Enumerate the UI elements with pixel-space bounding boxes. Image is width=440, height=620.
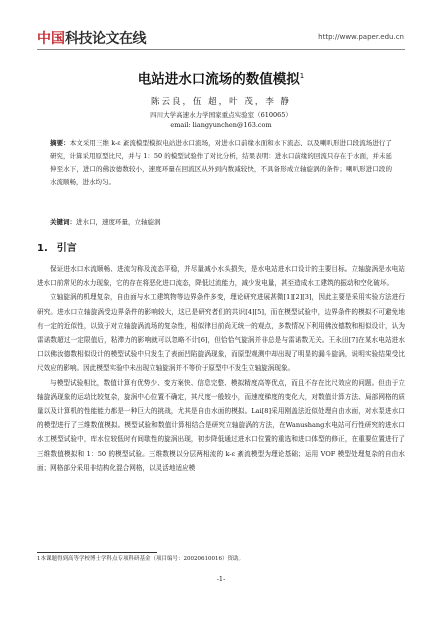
- header-divider: [37, 49, 405, 50]
- keywords-text: 进水口，速度环量，立轴旋涡: [76, 218, 161, 226]
- paper-title-text: 电站进水口流场的数值模拟: [137, 71, 300, 88]
- keywords-label: 关键词：: [50, 218, 76, 226]
- paper-title: [37, 67, 405, 89]
- body-paragraph: 立轴旋涡的机理复杂，自由面与水工建筑物等边界条件多变，理论研究进展甚微[1][2][3]，因此主要是采用实验方法进行研究。进水口立轴旋涡受边界条件的影响较大，这已是研究者们的共识[4][5]，而在模型试验中，边界条件的模拟不可避免地有一定的近似性，以致于对立轴旋涡流场的复杂性，相似律目前尚无统一的观点，多数情况下利用佛汝德数和相似设计，认为雷诺数超过一定限值后，粘滞力的影响就可以忽略不计[6]，但恰恰气旋涡并非总是与雷诺数无关。王永田[7]在某水电站进水口以佛汝德数相似设计的模型试验中只发生了表面凹陷旋涡现象，而原型观测中却出现了明显的漏斗旋涡，说明实验结果受比尺效应的影响。因此模型实验中未出现立轴旋涡并不等价于原型中不发生立轴旋涡现象。: [37, 293, 405, 373]
- abstract-text: 本文采用三维 k-ε 紊流模型模拟电站进水口流场，对进水口前缘水面和水下流态、以及喇叭形进口段流场进行了研究，计算采用原型比尺，并与 1：50 的模型试验作了对比分析，结果表明：进水口前缘的回流只存在于水面，并未延伸至水下，进口的佛汝德数较小，速度环量在回流区从外到内数减较快，不具备形成立轴旋涡的条件；喇叭形进口段的水流顺畅，进水均匀。: [50, 139, 393, 186]
- body-paragraph: 与模型试验相比，数值计算有优势少、变方案快、信息完整、模拟精度高等优点，而且不存在比尺效应的问题。但由于立轴旋涡现象的运动比较复杂，旋涡中心位置不确定，其尺度一般较小，而速度梯度的变化大，对数值计算方法、局部网格的质量以及计算机的性能能力都是一种巨大的挑战，尤其是自由水面的模拟。Lai[8]采用刚盖法近似处理自由水面，对水泵进水口的模型进行了三维数值模拟。模型试验和数值计算相结合是研究立轴旋涡的方法，在Wanushang水电站可行性研究的进水口水工模型试验中，库水位较低时有间歇性的旋涡出现，初步降低通过进水口位置的重选和进口体型的修正，在重要位置进行了三维数值模拟和 1：50 的模型试验。三维数模以分层两相流的 k-ε 紊流模型为理论基础；运用 VOF 模型处理复杂的自由水面；网格部分采用非结构化混合网格，以灵活地适应模: [37, 378, 405, 472]
- logo-text: 科技论文在线: [65, 31, 146, 47]
- keywords: [50, 216, 392, 229]
- abstract: [50, 137, 392, 189]
- footnote-divider: [37, 552, 157, 553]
- author-affiliation: 四川大学高速水力学国家重点实验室（610065）: [150, 111, 292, 119]
- author-email[interactable]: email: liangyunchen@163.com: [170, 121, 272, 129]
- site-logo[interactable]: [37, 31, 146, 47]
- section-title: 引言: [56, 243, 77, 254]
- body-text: [37, 262, 405, 475]
- title-footnote-mark[interactable]: 1: [299, 72, 305, 80]
- page-number: -1-: [216, 575, 226, 583]
- footnote: 1本课题得到高等学校博士学科点专项科研基金（项目编号：20020610016）资助。: [37, 556, 244, 562]
- logo-mark: 中国: [37, 31, 65, 47]
- body-paragraph: 保证进水口水流顺畅、进流匀称及流态平稳，并尽量减小水头损失，是水电站进水口设计的主要目标。立轴旋涡是水电站进水口前常见的水力现象，它的存在将恶化进口流态，降低过流能力，减少发电量，甚至造成水工建筑的振动和空化破坏。: [37, 265, 405, 288]
- author-list: 陈云良，伍 超，叶 茂，李 静: [150, 97, 292, 107]
- section-heading: [37, 242, 77, 256]
- site-url[interactable]: http://www.paper.edu.cn: [318, 33, 404, 41]
- site-header: [0, 0, 440, 50]
- abstract-label: 摘要：: [50, 139, 70, 147]
- section-number: 1.: [37, 243, 48, 254]
